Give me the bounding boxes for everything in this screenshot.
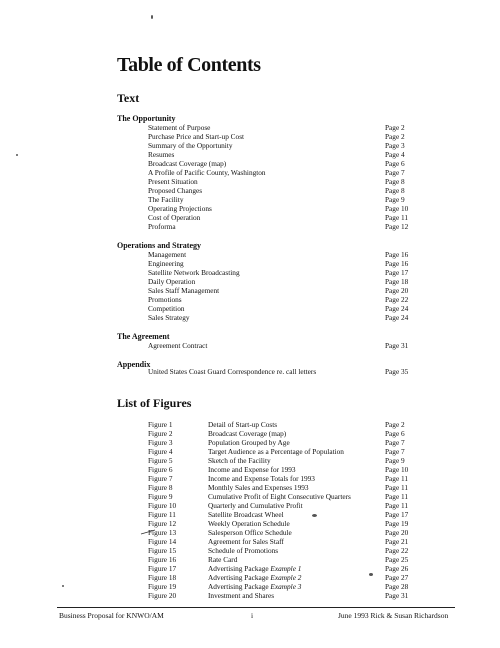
figure-label: Figure 1 bbox=[148, 420, 173, 429]
toc-entry-page: Page 12 bbox=[385, 222, 409, 231]
figure-title: Target Audience as a Percentage of Population bbox=[208, 447, 344, 456]
toc-entry-page: Page 7 bbox=[385, 168, 405, 177]
figure-label: Figure 4 bbox=[148, 447, 173, 456]
figure-label: Figure 16 bbox=[148, 555, 177, 564]
figure-title: Rate Card bbox=[208, 555, 238, 564]
toc-entry-page: Page 31 bbox=[385, 341, 409, 350]
toc-entry-title: Broadcast Coverage (map) bbox=[148, 159, 227, 168]
footer-right: June 1993 Rick & Susan Richardson bbox=[338, 611, 449, 620]
section-heading: The Opportunity bbox=[117, 114, 176, 123]
figure-page: Page 11 bbox=[385, 492, 409, 501]
toc-entry-title: Present Situation bbox=[148, 177, 198, 186]
toc-entry-page: Page 18 bbox=[385, 277, 409, 286]
scan-mark bbox=[62, 585, 64, 587]
figure-title-emphasis: Example 1 bbox=[270, 564, 302, 573]
figure-page: Page 11 bbox=[385, 474, 409, 483]
toc-entry-title: Proposed Changes bbox=[148, 186, 203, 195]
toc-entry-title: Purchase Price and Start-up Cost bbox=[148, 132, 245, 141]
toc-entry-title: Engineering bbox=[148, 259, 184, 268]
figure-page: Page 19 bbox=[385, 519, 409, 528]
toc-entry-page: Page 6 bbox=[385, 159, 405, 168]
toc-entry-title: Proforma bbox=[148, 222, 176, 231]
figure-label: Figure 5 bbox=[148, 456, 173, 465]
toc-entry-page: Page 3 bbox=[385, 141, 405, 150]
toc-entry-title: United States Coast Guard Correspondence re. call letters bbox=[148, 367, 317, 376]
toc-entry-page: Page 24 bbox=[385, 313, 409, 322]
figures-heading: List of Figures bbox=[117, 396, 192, 410]
text-heading: Text bbox=[117, 91, 140, 105]
toc-entry-title: A Profile of Pacific County, Washington bbox=[148, 168, 266, 177]
figure-page: Page 11 bbox=[385, 483, 409, 492]
figure-label: Figure 7 bbox=[148, 474, 173, 483]
figure-title: Income and Expense for 1993 bbox=[208, 465, 296, 474]
figure-label: Figure 18 bbox=[148, 573, 177, 582]
figure-title: Income and Expense Totals for 1993 bbox=[208, 474, 315, 483]
figure-page: Page 11 bbox=[385, 501, 409, 510]
figure-title: Cumulative Profit of Eight Consecutive Quarters bbox=[208, 492, 351, 501]
figure-label: Figure 3 bbox=[148, 438, 173, 447]
toc-entry-page: Page 2 bbox=[385, 123, 405, 132]
figure-label: Figure 17 bbox=[148, 564, 177, 573]
figure-title: Sketch of the Facility bbox=[208, 456, 271, 465]
figure-page: Page 7 bbox=[385, 447, 405, 456]
toc-entry-page: Page 24 bbox=[385, 304, 409, 313]
section-heading: Appendix bbox=[117, 360, 151, 369]
toc-entry-page: Page 8 bbox=[385, 186, 405, 195]
toc-entry-title: Sales Staff Management bbox=[148, 286, 220, 295]
page-title: Table of Contents bbox=[117, 54, 261, 76]
figure-title: Schedule of Promotions bbox=[208, 546, 279, 555]
figure-page: Page 10 bbox=[385, 465, 409, 474]
figure-title: Satellite Broadcast Wheel bbox=[208, 510, 284, 519]
figure-title: Advertising Package Example 1 bbox=[208, 564, 302, 573]
toc-entry-title: Agreement Contract bbox=[148, 341, 208, 350]
toc-entry-title: Operating Projections bbox=[148, 204, 212, 213]
figure-title: Monthly Sales and Expenses 1993 bbox=[208, 483, 309, 492]
figure-label: Figure 20 bbox=[148, 591, 177, 600]
figure-title: Investment and Shares bbox=[208, 591, 275, 600]
figure-title: Weekly Operation Schedule bbox=[208, 519, 290, 528]
toc-entry-title: Resumes bbox=[148, 150, 175, 159]
toc-entry-title: Summary of the Opportunity bbox=[148, 141, 233, 150]
toc-entry-title: Cost of Operation bbox=[148, 213, 201, 222]
section-heading: Operations and Strategy bbox=[117, 241, 201, 250]
toc-entry-title: Statement of Purpose bbox=[148, 123, 211, 132]
toc-entry-page: Page 22 bbox=[385, 295, 409, 304]
figure-label: Figure 19 bbox=[148, 582, 177, 591]
figure-page: Page 20 bbox=[385, 528, 409, 537]
toc-entry-title: Management bbox=[148, 250, 187, 259]
figure-label: Figure 8 bbox=[148, 483, 173, 492]
toc-entry-page: Page 4 bbox=[385, 150, 405, 159]
figure-label: Figure 2 bbox=[148, 429, 173, 438]
toc-entry-page: Page 8 bbox=[385, 177, 405, 186]
figure-label: Figure 14 bbox=[148, 537, 177, 546]
figure-title: Advertising Package Example 2 bbox=[208, 573, 302, 582]
figure-page: Page 21 bbox=[385, 537, 409, 546]
toc-entry-title: Satellite Network Broadcasting bbox=[148, 268, 240, 277]
figure-title: Salesperson Office Schedule bbox=[208, 528, 292, 537]
footer-page-number: i bbox=[251, 611, 254, 620]
scan-mark bbox=[151, 15, 153, 19]
figure-page: Page 6 bbox=[385, 429, 405, 438]
toc-entry-title: Daily Operation bbox=[148, 277, 196, 286]
figure-label: Figure 13 bbox=[148, 528, 177, 537]
figure-page: Page 25 bbox=[385, 555, 409, 564]
figure-page: Page 22 bbox=[385, 546, 409, 555]
scan-mark bbox=[312, 514, 317, 517]
figure-title: Advertising Package Example 3 bbox=[208, 582, 302, 591]
figure-title: Detail of Start-up Costs bbox=[208, 420, 278, 429]
toc-entry-page: Page 9 bbox=[385, 195, 405, 204]
figure-title-emphasis: Example 3 bbox=[270, 582, 302, 591]
toc-entry-page: Page 35 bbox=[385, 367, 409, 376]
toc-entry-title: The Facility bbox=[148, 195, 184, 204]
toc-entry-page: Page 16 bbox=[385, 259, 409, 268]
figure-label: Figure 15 bbox=[148, 546, 177, 555]
figure-page: Page 26 bbox=[385, 564, 409, 573]
toc-entry-page: Page 11 bbox=[385, 213, 409, 222]
toc-entry-title: Sales Strategy bbox=[148, 313, 190, 322]
toc-entry-page: Page 17 bbox=[385, 268, 409, 277]
figure-page: Page 28 bbox=[385, 582, 409, 591]
figure-page: Page 2 bbox=[385, 420, 405, 429]
section-heading: The Agreement bbox=[117, 332, 170, 341]
figure-label: Figure 10 bbox=[148, 501, 177, 510]
figure-label: Figure 6 bbox=[148, 465, 173, 474]
figure-title-emphasis: Example 2 bbox=[270, 573, 302, 582]
figure-label: Figure 11 bbox=[148, 510, 176, 519]
figure-label: Figure 9 bbox=[148, 492, 173, 501]
figure-title: Population Grouped by Age bbox=[208, 438, 290, 447]
toc-entry-title: Promotions bbox=[148, 295, 182, 304]
toc-entry-page: Page 16 bbox=[385, 250, 409, 259]
figure-title: Broadcast Coverage (map) bbox=[208, 429, 287, 438]
figure-label: Figure 12 bbox=[148, 519, 177, 528]
toc-entry-page: Page 10 bbox=[385, 204, 409, 213]
figure-page: Page 27 bbox=[385, 573, 409, 582]
toc-entry-page: Page 20 bbox=[385, 286, 409, 295]
footer-left: Business Proposal for KNWO/AM bbox=[59, 611, 164, 620]
figure-page: Page 7 bbox=[385, 438, 405, 447]
toc-entry-title: Competition bbox=[148, 304, 185, 313]
figure-title: Quarterly and Cumulative Profit bbox=[208, 501, 303, 510]
figure-page: Page 17 bbox=[385, 510, 409, 519]
scan-mark bbox=[16, 154, 18, 156]
toc-entry-page: Page 2 bbox=[385, 132, 405, 141]
scan-mark bbox=[369, 573, 373, 576]
figure-title: Agreement for Sales Staff bbox=[208, 537, 284, 546]
figure-page: Page 31 bbox=[385, 591, 409, 600]
footer-rule bbox=[57, 607, 455, 608]
pen-stroke-mark bbox=[140, 528, 156, 536]
figure-page: Page 9 bbox=[385, 456, 405, 465]
